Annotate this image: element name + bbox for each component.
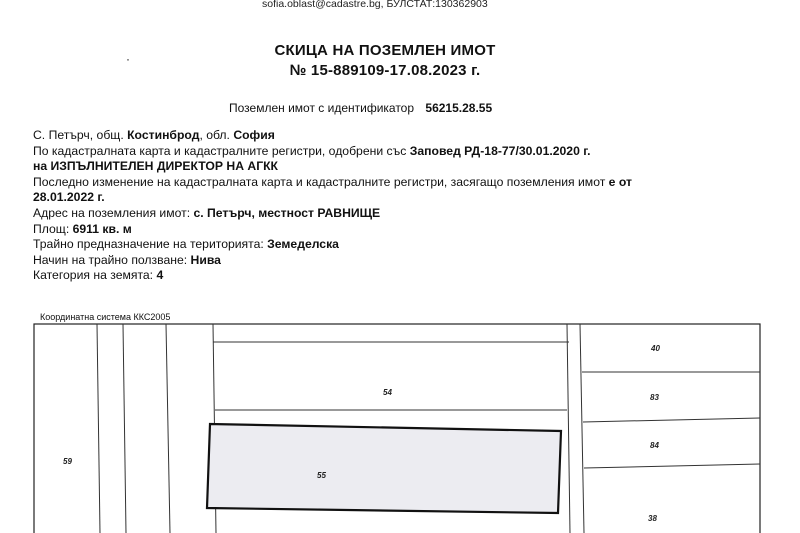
approval-text: По кадастралната карта и кадастралните регистри, одобрени със bbox=[33, 143, 410, 158]
area-line bbox=[33, 222, 773, 238]
boundary-line bbox=[583, 418, 760, 422]
usage-label: Начин на трайно ползване: bbox=[33, 252, 191, 267]
area-value: 6911 кв. м bbox=[72, 221, 132, 236]
address-line bbox=[33, 206, 773, 222]
area-label: Площ: bbox=[33, 221, 73, 236]
property-info bbox=[33, 128, 773, 284]
category-label: Категория на земята: bbox=[33, 268, 157, 283]
region: София bbox=[233, 128, 275, 142]
purpose-label: Трайно предназначение на територията: bbox=[33, 237, 268, 252]
address-label: Адрес на поземления имот: bbox=[33, 205, 194, 220]
document-number: № 15-889109-17.08.2023 г. bbox=[289, 62, 481, 79]
approval-order: Заповед РД-18-77/30.01.2020 г. bbox=[409, 143, 591, 158]
usage-value: Нива bbox=[190, 252, 221, 267]
subject-parcel-55 bbox=[207, 424, 561, 513]
location-middle: , обл. bbox=[199, 128, 234, 142]
stray-dot: · bbox=[126, 52, 130, 66]
parcel-number-54: 54 bbox=[383, 388, 392, 397]
purpose-value: Земеделска bbox=[267, 237, 339, 252]
last-change-text: Последно изменение на кадастралната карта и кадастралните регистри, засягащо поземления имот bbox=[33, 174, 609, 189]
category-line bbox=[33, 268, 773, 284]
boundary-line bbox=[97, 324, 100, 533]
document-title: СКИЦА НА ПОЗЕМЛЕН ИМОТ bbox=[274, 42, 496, 59]
boundary-line bbox=[580, 324, 584, 533]
purpose-line bbox=[33, 237, 773, 253]
category-value: 4 bbox=[156, 268, 164, 283]
last-change-date-b: 28.01.2022 г. bbox=[33, 190, 105, 205]
municipality: Костинброд bbox=[127, 128, 200, 142]
boundary-line bbox=[123, 324, 126, 533]
parcel-number-40: 40 bbox=[651, 344, 660, 353]
boundary-line bbox=[584, 464, 760, 468]
cadastral-map bbox=[0, 318, 800, 533]
identifier-line bbox=[229, 101, 492, 115]
parcel-number-83: 83 bbox=[650, 393, 659, 402]
identifier-label: Поземлен имот с идентификатор bbox=[229, 101, 415, 115]
header-contact: sofia.oblast@cadastre.bg, БУЛСТАТ:130362903 bbox=[262, 0, 488, 10]
parcel-number-84: 84 bbox=[650, 441, 659, 450]
parcel-number-55: 55 bbox=[317, 471, 326, 480]
last-change-line bbox=[33, 175, 773, 191]
location-prefix: С. Петърч, общ. bbox=[33, 128, 128, 142]
identifier-value: 56215.28.55 bbox=[425, 101, 493, 115]
last-change-date-line bbox=[33, 190, 773, 206]
location-line bbox=[33, 128, 773, 144]
parcel-number-38: 38 bbox=[648, 514, 657, 523]
coordinate-system-label: Координатна система ККС2005 bbox=[40, 312, 171, 322]
boundary-line bbox=[166, 324, 170, 533]
approved-by: на ИЗПЪЛНИТЕЛЕН ДИРЕКТОР НА АГКК bbox=[33, 159, 278, 174]
approval-line bbox=[33, 144, 773, 160]
address-value: с. Петърч, местност РАВНИЩЕ bbox=[193, 205, 381, 220]
usage-line bbox=[33, 253, 773, 269]
boundary-line bbox=[567, 324, 570, 533]
approved-by-line bbox=[33, 159, 773, 175]
parcel-number-59: 59 bbox=[63, 457, 72, 466]
last-change-date-a: е от bbox=[608, 174, 632, 189]
